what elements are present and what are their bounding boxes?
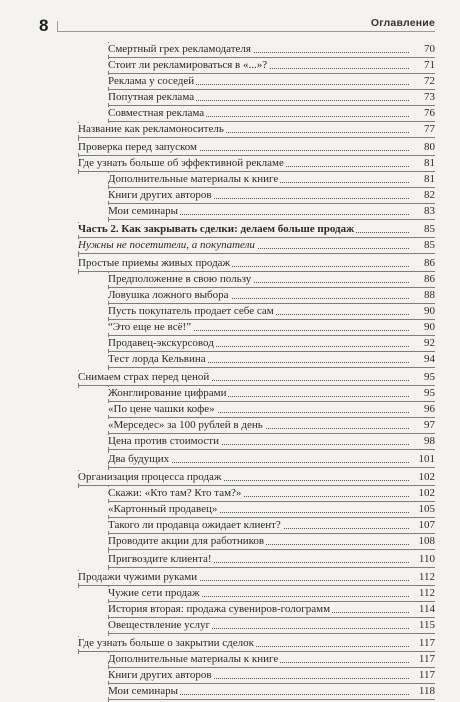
row-rule [78, 137, 435, 138]
page-number: 8 [39, 16, 49, 35]
row-rule [108, 567, 435, 568]
section-title: Оглавление [370, 17, 435, 29]
toc-entry-page: 108 [418, 535, 435, 547]
toc-entry-page: 92 [424, 337, 435, 349]
toc-entry-page: 94 [424, 353, 435, 365]
toc-entry-page: 85 [424, 223, 435, 235]
row-rule [108, 367, 435, 368]
toc-entry-title: Проводите акции для работников [108, 535, 265, 547]
toc-entry-page: 114 [418, 603, 435, 615]
toc-entry-title: Пригвоздите клиента! [108, 553, 212, 565]
toc-entry-title: Дополнительные материалы к книге [108, 173, 279, 185]
toc-entry-page: 85 [424, 239, 435, 251]
toc-entry-title: «Мерседес» за 100 рублей в день [108, 419, 263, 431]
toc-entry-page: 88 [424, 289, 435, 301]
toc-entry-title: Книги других авторов [108, 669, 212, 681]
toc-entry-page: 80 [424, 141, 435, 153]
toc-entry [108, 552, 435, 570]
toc-entry-page: 86 [424, 257, 435, 269]
toc-entry [108, 352, 435, 370]
toc-entry-title: Снимаем страх перед ценой [78, 371, 210, 383]
toc-entry-page: 105 [418, 503, 435, 515]
toc-entry-title: Нужны не посетители, а покупатели [78, 239, 255, 251]
toc-entry-page: 115 [418, 619, 435, 631]
toc-entry-page: 117 [418, 653, 435, 665]
toc-entry-page: 97 [424, 419, 435, 431]
toc-entry-title: Стоит ли рекламироваться в «...»? [108, 59, 268, 71]
toc-entry-title: Где узнать больше о закрытии сделок [78, 637, 254, 649]
toc-entry-page: 72 [424, 75, 435, 87]
toc-entry-title: Попутная реклама [108, 91, 195, 103]
row-rule [108, 219, 435, 220]
toc-entry-page: 86 [424, 273, 435, 285]
toc-entry-page: 102 [418, 471, 435, 483]
row-rule [78, 253, 435, 254]
toc-entry-title: Дополнительные материалы к книге [108, 653, 279, 665]
toc-entry-title: Такого ли продавца ожидает клиент? [108, 519, 281, 531]
row-rule [108, 633, 435, 634]
toc-entry [78, 238, 435, 256]
toc-entry-title: Продавец-экскурсовод [108, 337, 214, 349]
toc-entry-page: 81 [424, 157, 435, 169]
toc-entry [108, 434, 435, 452]
toc-entry-title: Тест лорда Кельвина [108, 353, 206, 365]
toc-entry-title: Мои семинары [108, 685, 179, 697]
toc-entry-page: 73 [424, 91, 435, 103]
toc-entry-title: Два будущих [108, 453, 170, 465]
toc-entry-title: Скажи: «Кто там? Кто там?» [108, 487, 242, 499]
toc-entry-page: 112 [418, 587, 435, 599]
toc-entry-title: Совместная реклама [108, 107, 205, 119]
row-rule [108, 549, 435, 550]
toc-entry-title: Смертный грех рекламодателя [108, 43, 251, 55]
toc-entry-title: Книги других авторов [108, 189, 212, 201]
toc-entry-page: 118 [418, 685, 435, 697]
toc-entry-page: 117 [418, 637, 435, 649]
toc-entry-page: 95 [424, 371, 435, 383]
toc-entry-title: Ловушка ложного выбора [108, 289, 229, 301]
toc-entry-title: «По цене чашки кофе» [108, 403, 215, 415]
toc-entry-title: Предположение в свою пользу [108, 273, 252, 285]
toc-entry-title: Чужие сети продаж [108, 587, 200, 599]
toc-entry-title: Мои семинары [108, 205, 179, 217]
toc-entry [108, 452, 435, 470]
toc-entry-page: 70 [424, 43, 435, 55]
row-rule [108, 699, 435, 700]
toc-entry-page: 83 [424, 205, 435, 217]
toc-entry-page: 77 [424, 123, 435, 135]
toc-entry-page: 82 [424, 189, 435, 201]
toc-entry-title: Овеществление услуг [108, 619, 210, 631]
toc-entry-title: Пусть покупатель продает себе сам [108, 305, 274, 317]
toc-entry-page: 112 [418, 571, 435, 583]
toc-entry [108, 534, 435, 552]
toc-entry-page: 101 [418, 453, 435, 465]
toc-entry-title: Простые приемы живых продаж [78, 257, 231, 269]
toc-entry-title: Где узнать больше об эффективной рекламе [78, 157, 284, 169]
toc-entry-title: Проверка перед запуском [78, 141, 198, 153]
toc-entry-title: «Картонный продавец» [108, 503, 218, 515]
toc-entry-page: 102 [418, 487, 435, 499]
toc-entry-page: 90 [424, 321, 435, 333]
row-rule [108, 467, 435, 468]
toc-entry-page: 96 [424, 403, 435, 415]
toc-entry-title: Жонглирование цифрами [108, 387, 227, 399]
toc-entry [108, 618, 435, 636]
toc-entry-title: Реклама у соседей [108, 75, 195, 87]
toc-entry-title: “Это еще не всё!” [108, 321, 191, 333]
toc-entry [78, 122, 435, 140]
toc-entry-page: 117 [418, 669, 435, 681]
toc-entry-title: Часть 2. Как закрывать сделки: делаем больше продаж [78, 223, 355, 235]
toc-entry-page: 81 [424, 173, 435, 185]
toc-entry-title: Название как рекламоноситель [78, 123, 224, 135]
toc-entry-page: 107 [418, 519, 435, 531]
toc-entry-page: 71 [424, 59, 435, 71]
page-header [37, 14, 435, 38]
toc-entry-page: 98 [424, 435, 435, 447]
toc-entry [108, 684, 435, 702]
row-rule [108, 449, 435, 450]
toc-entry-page: 76 [424, 107, 435, 119]
toc-entry-page: 95 [424, 387, 435, 399]
toc-entry-title: Цена против стоимости [108, 435, 219, 447]
toc-entry-title: Продажи чужими руками [78, 571, 198, 583]
toc-entry-title: Организация процесса продаж [78, 471, 222, 483]
toc-entry-page: 110 [418, 553, 435, 565]
toc-entry-page: 90 [424, 305, 435, 317]
toc-entry-title: История вторая: продажа сувениров-голограмм [108, 603, 331, 615]
toc-entry [108, 204, 435, 222]
